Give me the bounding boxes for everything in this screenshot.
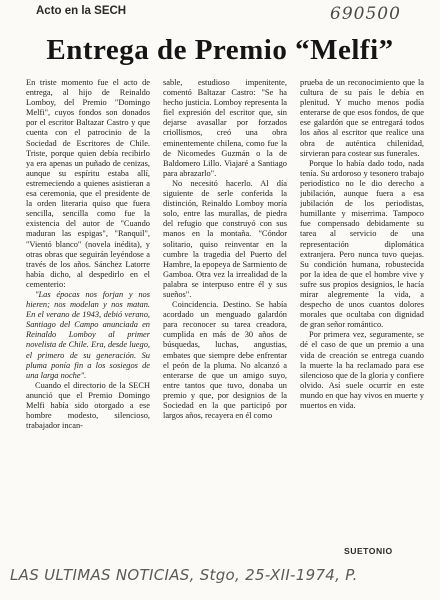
article-paragraph: No necesitó hacerlo. Al día siguiente de serle conferida la distinción, Reinaldo Lomboy moría solo, entre las murallas, de piedra del refugio que construyó con sus manos en la montaña. "Cóndor solitario, quiso reinventar en la cumbre la tragedia del Puerto del Hambre, la epopeya de Sarmiento de Gamboa. Otra vez la irrealidad de la palabra se interpuso entre él y sus sueños". [163, 178, 287, 299]
author-signature: SUETONIO [344, 546, 393, 556]
article-quote: "Las épocas nos forjan y nos hieren; nos modelan y nos matan. En el verano de 1943, debió verano, Santiago del Campo anunciada en Reinaldo Lomboy al primer novelista de Chile. Era, desde luego, el primero de su generación. Su pluma ponía fin a los sosiegos de una larga noche". [26, 289, 150, 380]
article-body [26, 78, 424, 544]
article-paragraph: En triste momento fue el acto de entrega, al hijo de Reinaldo Lomboy, del Premio "Domingo Melfi", cuyos fondos son donados por el escritor Baltazar Castro y que cuenta con el patrocinio de la Sociedad de Escritores de Chile. Triste, porque quien debía recibirlo ya era apenas un puñado de cenizas, aunque su espíritu estaba allí, estremeciendo a quienes asistieran a esa ceremonia, que el presidente de la orden literaria quiso que fuera sencilla, sencilla como fue la existencia del autor de "Cuando maduran las espigas", "Ranquil", "Vientó blanco" (novela inédita), y otras obras que seguirán leyéndose a través de los años. Sánchez Latorre había dicho, al despedirlo en el cementerio: [26, 78, 150, 289]
article-paragraph: Porque lo había dado todo, nada tenía. Su ardoroso y tesonero trabajo periodístico no le dio derecho a jubilación, aunque fuera a esa jubilación de los periodistas, humillante y miserrima. Tampoco fue compensado debidamente su tarea al servicio de una representación diplomática extranjera. Pero nunca tuvo quejas. Su condición humana, robustecida por la idea de que el hombre vive y sufre sus propios designios, le hacía mirar alegremente la vida, a despecho de unos cuantos dolores morales que ocultaba con dignidad de gran señor romántico. [300, 158, 424, 330]
article-paragraph: Cuando el directorio de la SECH anunció que el Premio Domingo Melfi había sido otorgado a ese hombre modesto, silencioso, trabajador incan- [26, 380, 150, 431]
article-paragraph: prueba de un reconocimiento que la cultura de su país le debía en plenitud. Y mucho menos podía enterarse de que esos fondos, de que ese galardón que se entregará todos los años al escritor que realice una obra de auténtica chilenidad, sirvieran para costear sus funerales. [300, 78, 424, 158]
article-column-2 [163, 78, 287, 544]
article-headline: Entrega de Premio “Melfi” [46, 34, 394, 66]
handwritten-source-note: LAS ULTIMAS NOTICIAS, Stgo, 25-XII-1974, P. [10, 566, 358, 584]
article-paragraph: Por primera vez, seguramente, se dé el caso de que un premio a una vida de creación se entrega cuando la muerte la ha reclamado para ese silencioso que de la gloria y confiere olvido. Así suele ocurrir en este mundo en que hay vivos en muerte y muertos en vida. [300, 330, 424, 410]
article-column-1 [26, 78, 150, 544]
article-column-3 [300, 78, 424, 544]
article-paragraph: sable, estudioso impenitente, comentó Baltazar Castro: "Se ha hecho justicia. Lomboy representa la fiel expresión del escritor que, sin dejarse avasallar por forzados criollismos, creó una obra eminentemente chilena, como fue la de Nicomedes Guzmán o la de Baldomero Lillo. Viajaré a Santiago para abrazarlo". [163, 78, 287, 178]
handwritten-number: 690500 [330, 4, 401, 24]
article-paragraph: Coincidencia. Destino. Se había acordado un menguado galardón para reconocer su tarea creadora, cumplida en más de 30 años de búsquedas, luchas, angustias, embates que siempre debe enfrentar el peón de la pluma. No alcanzó a enterarse de que un amigo suyo, entre tantos que tuvo, donaba un premio y que, por designios de la Sociedad en la que participó por largos años, recayera en él como [163, 300, 287, 421]
section-kicker: Acto en la SECH [36, 5, 127, 17]
